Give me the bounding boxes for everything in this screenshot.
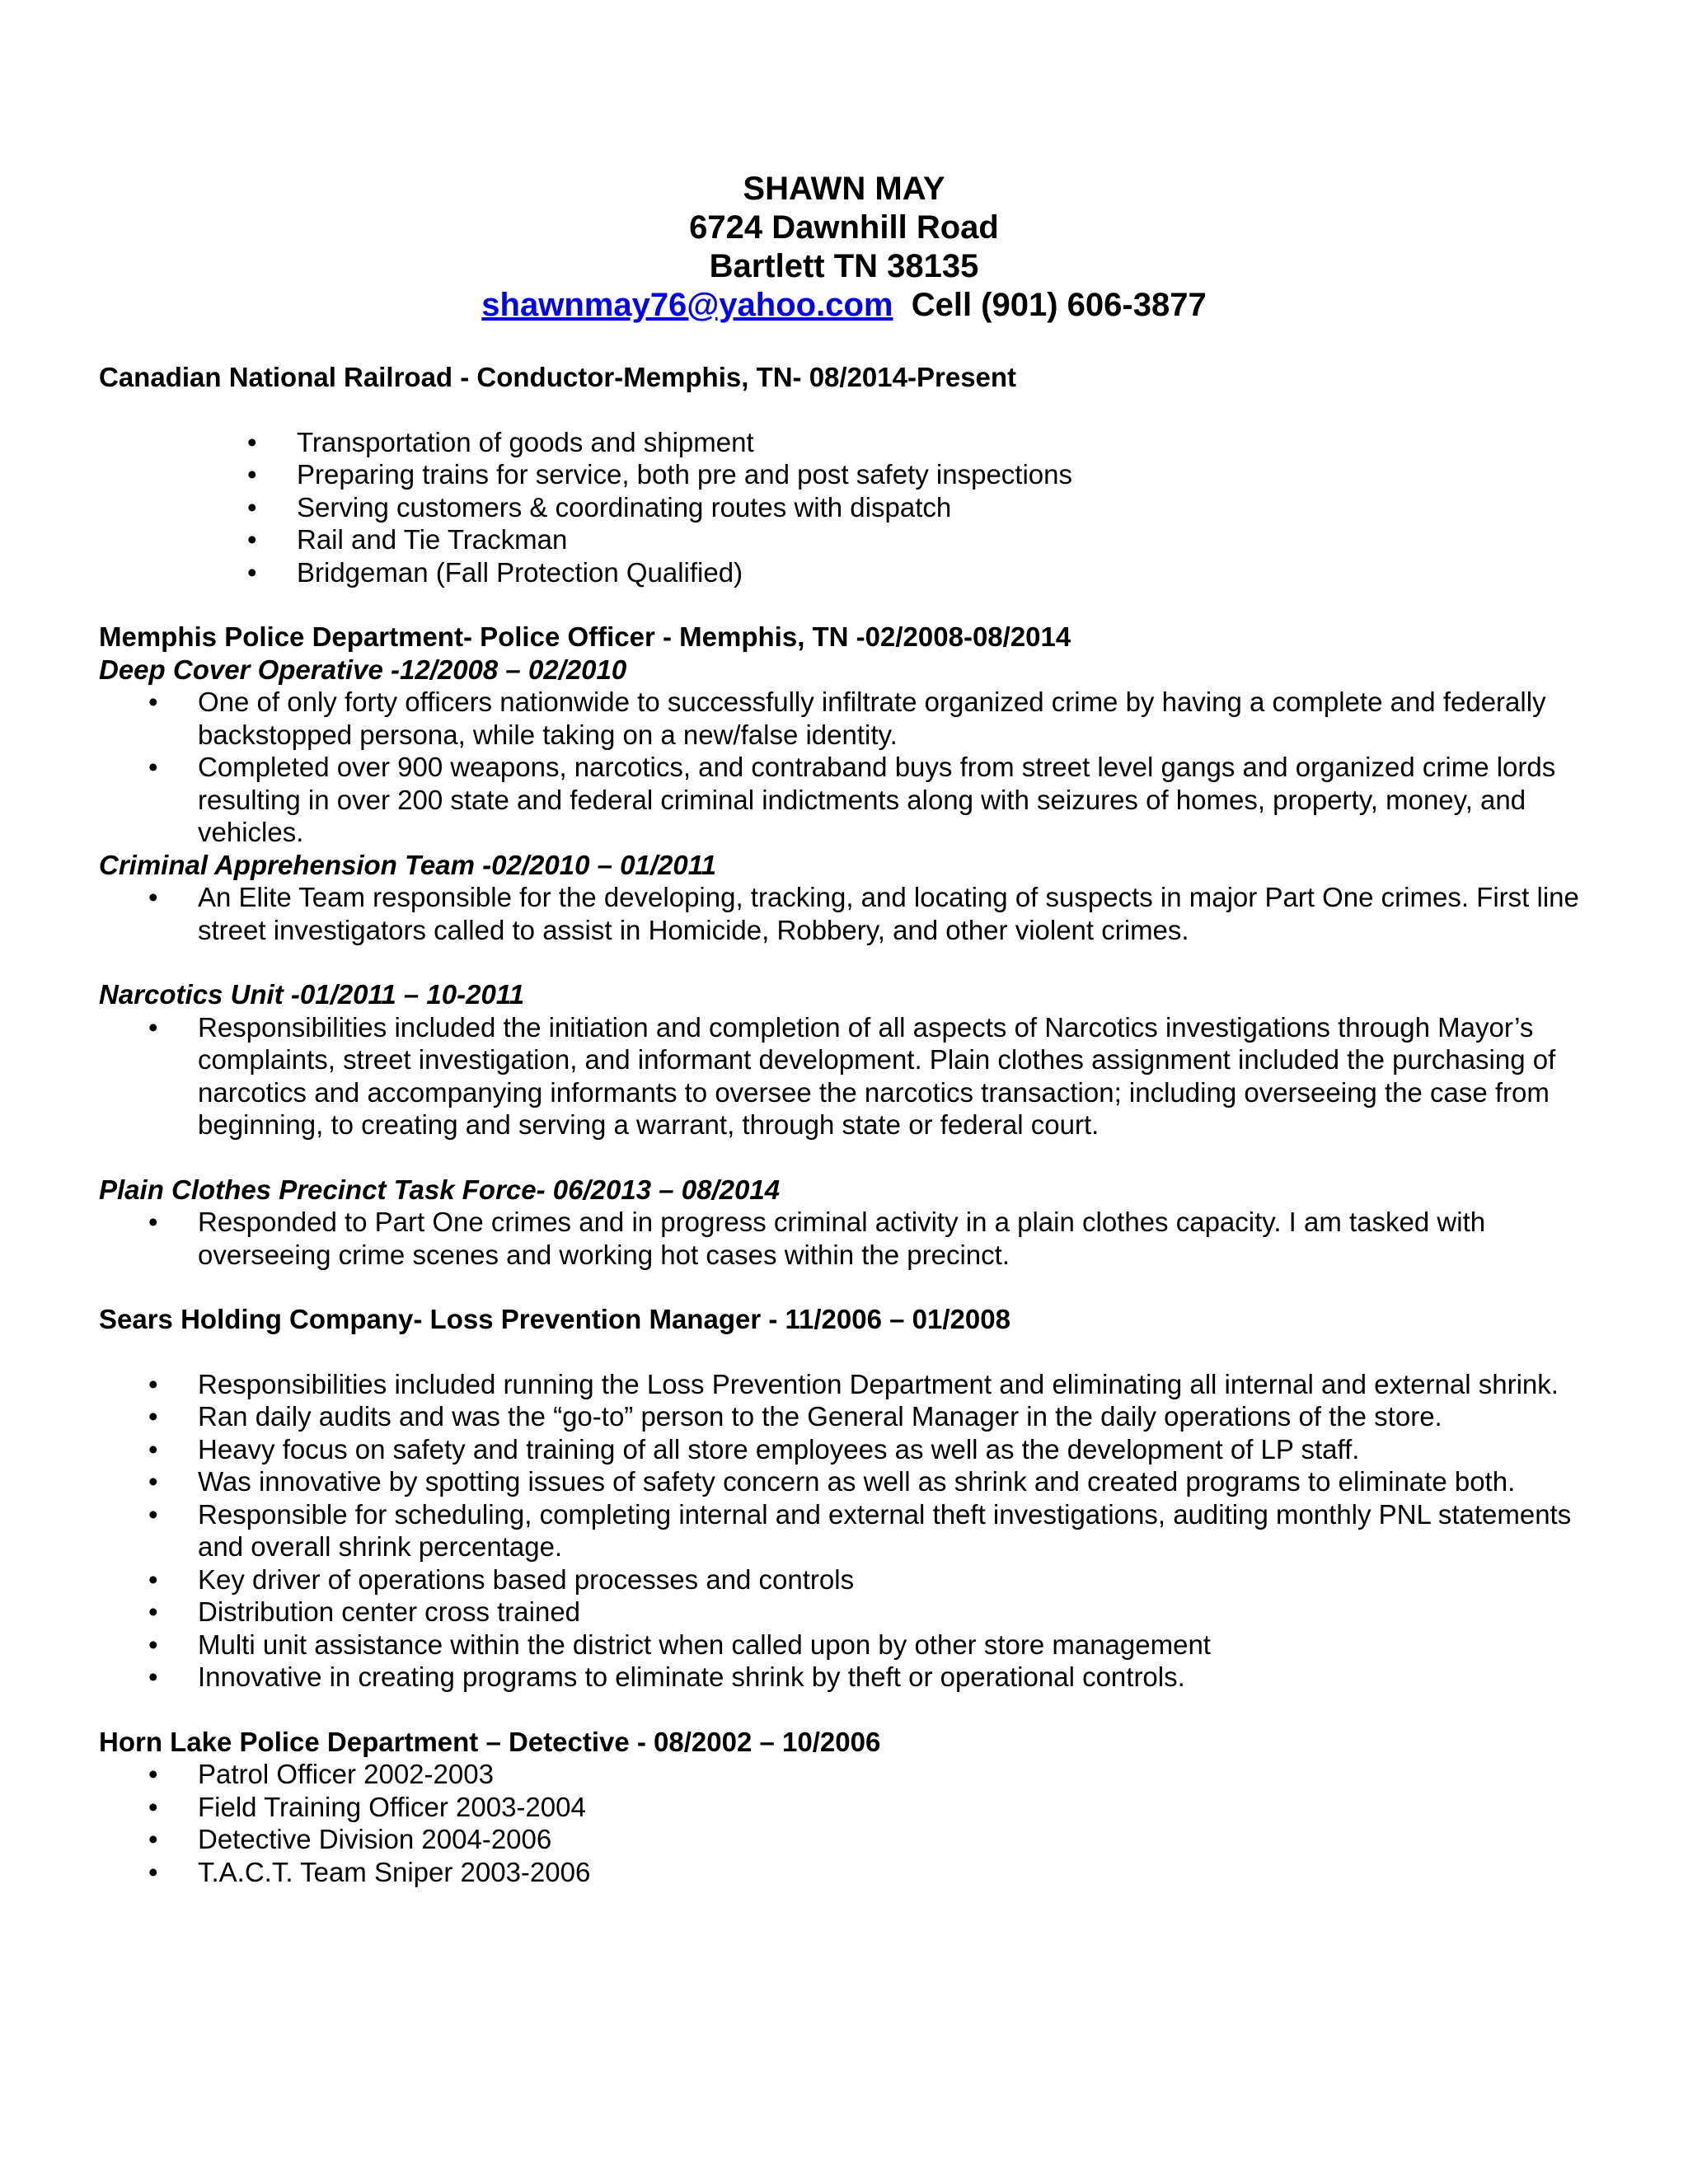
job-bullet-list [99,1368,1615,1694]
candidate-name: SHAWN MAY [743,171,945,207]
list-item: • Serving customers & coordinating routes with dispatch [297,491,1615,524]
role-bullet-list [99,686,1615,849]
list-item: • Ran daily audits and was the “go-to” person to the General Manager in the daily operations of the store. [198,1400,1615,1433]
job-sears-holding [99,1303,1615,1694]
list-item: • Multi unit assistance within the district when called upon by other store management [198,1629,1615,1661]
list-item: • Responsibilities included running the Loss Prevention Department and eliminating all internal and external shrink. [198,1368,1615,1401]
role-bullet-list [99,1206,1615,1271]
role-bullet-list [99,881,1615,946]
list-item: • Distribution center cross trained [198,1596,1615,1629]
role-bullet-list [99,1011,1615,1141]
email-link[interactable]: shawnmay76@yahoo.com [481,287,893,323]
address-line-1: 6724 Dawnhill Road [689,209,999,246]
job-bullet-list [99,426,1615,589]
list-item: • Responsibilities included the initiation and completion of all aspects of Narcotics investigations through Mayor’s complaints, street investigation, and informant development. Plain clothes assignment included the purchasing of narcotics and accompanying informants to oversee the narcotics transaction; including overseeing the case from beginning, to creating and serving a warrant, through state or federal court. [198,1011,1615,1141]
job-canadian-national [99,361,1615,588]
list-item: • Completed over 900 weapons, narcotics, and contraband buys from street level gangs and organized crime lords resulting in over 200 state and federal criminal indictments along with seizures of homes, property, money, and vehicles. [198,751,1615,849]
job-horn-lake-police [99,1726,1615,1889]
job-title: Horn Lake Police Department – Detective - 08/2002 – 10/2006 [99,1726,881,1757]
job-memphis-police [99,621,1615,1271]
list-item: • Heavy focus on safety and training of all store employees as well as the development of LP staff. [198,1433,1615,1466]
resume-body [99,361,1615,1888]
role-title: Plain Clothes Precinct Task Force- 06/2013 – 08/2014 [99,1174,781,1205]
phone-number: Cell (901) 606-3877 [911,287,1207,323]
list-item: • Responsible for scheduling, completing internal and external theft investigations, auditing monthly PNL statements and overall shrink percentage. [198,1498,1615,1563]
list-item: • One of only forty officers nationwide to successfully infiltrate organized crime by having a complete and federally backstopped persona, while taking on a new/false identity. [198,686,1615,751]
list-item: • Innovative in creating programs to eliminate shrink by theft or operational controls. [198,1661,1615,1694]
list-item: • Preparing trains for service, both pre and post safety inspections [297,458,1615,491]
role-title: Narcotics Unit -01/2011 – 10-2011 [99,979,525,1010]
list-item: • Rail and Tie Trackman [297,523,1615,556]
list-item: • Patrol Officer 2002-2003 [198,1758,1615,1791]
address-line-2: Bartlett TN 38135 [709,248,979,284]
list-item: • Was innovative by spotting issues of safety concern as well as shrink and created programs to eliminate both. [198,1465,1615,1498]
role-title: Criminal Apprehension Team -02/2010 – 01/2011 [99,849,716,880]
list-item: • Key driver of operations based processes and controls [198,1563,1615,1596]
contact-line [0,286,1688,325]
list-item: • T.A.C.T. Team Sniper 2003-2006 [198,1856,1615,1889]
job-bullet-list [99,1758,1615,1888]
job-title: Sears Holding Company- Loss Prevention Manager - 11/2006 – 01/2008 [99,1304,1010,1334]
list-item: • Detective Division 2004-2006 [198,1823,1615,1856]
list-item: • Responded to Part One crimes and in progress criminal activity in a plain clothes capacity. I am tasked with overseeing crime scenes and working hot cases within the precinct. [198,1206,1615,1271]
list-item: • Transportation of goods and shipment [297,426,1615,459]
list-item: • An Elite Team responsible for the developing, tracking, and locating of suspects in major Part One crimes. First line street investigators called to assist in Homicide, Robbery, and other violent crimes. [198,881,1615,946]
resume-header [0,170,1688,325]
role-title: Deep Cover Operative -12/2008 – 02/2010 [99,654,627,685]
list-item: • Bridgeman (Fall Protection Qualified) [297,556,1615,589]
job-title: Canadian National Railroad - Conductor-Memphis, TN- 08/2014-Present [99,362,1017,392]
job-title: Memphis Police Department- Police Officer - Memphis, TN -02/2008-08/2014 [99,621,1071,652]
list-item: • Field Training Officer 2003-2004 [198,1791,1615,1824]
